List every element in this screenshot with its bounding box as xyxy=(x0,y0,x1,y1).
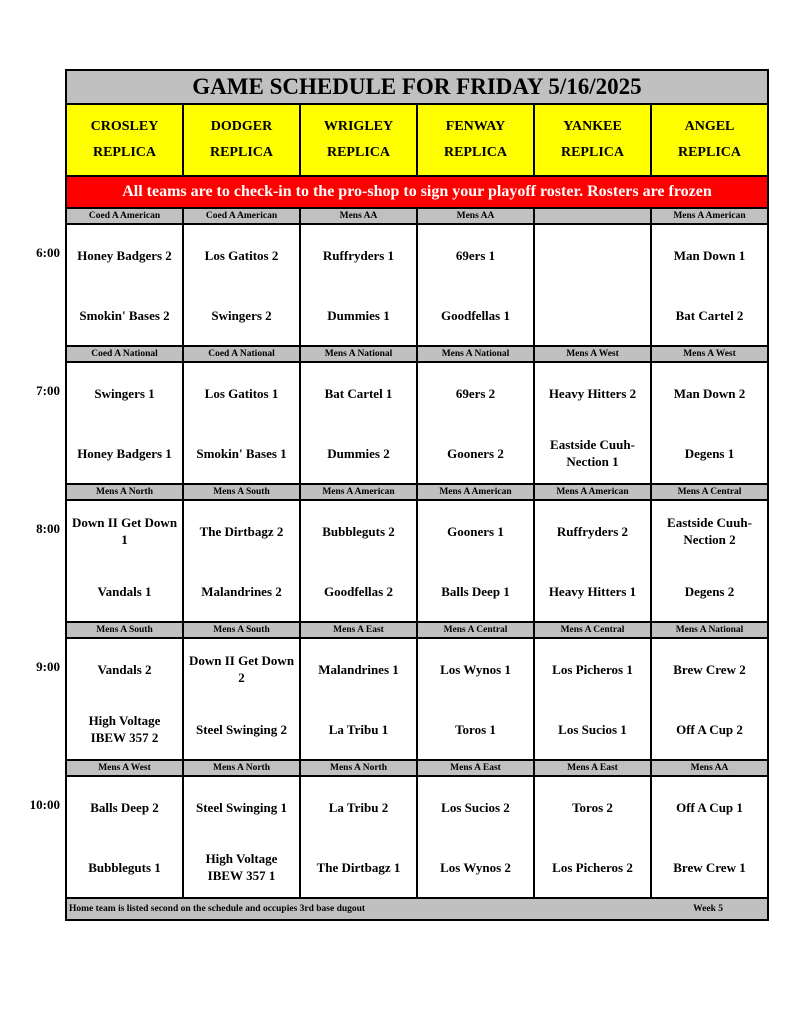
division-label: Mens A South xyxy=(184,485,301,499)
division-label: Mens A National xyxy=(675,625,744,635)
away-team: Off A Cup 1 xyxy=(676,799,743,815)
game-cell xyxy=(535,363,652,483)
division-label: Mens A National xyxy=(418,347,535,361)
game-cell xyxy=(652,777,767,897)
field-header-row xyxy=(67,105,767,177)
division-label: Mens A Central xyxy=(677,487,742,497)
game-cell xyxy=(184,363,301,483)
field-header xyxy=(535,105,652,175)
division-label: Mens A North xyxy=(67,485,184,499)
home-team: Vandals 1 xyxy=(97,583,152,599)
page-title: GAME SCHEDULE FOR FRIDAY 5/16/2025 xyxy=(67,71,767,105)
game-cell xyxy=(301,639,418,759)
game-cell xyxy=(67,777,184,897)
away-team: Heavy Hitters 2 xyxy=(548,385,637,401)
division-row xyxy=(67,209,767,225)
away-team: Man Down 1 xyxy=(673,247,746,263)
game-cell xyxy=(301,777,418,897)
game-cell xyxy=(652,363,767,483)
away-team: Honey Badgers 2 xyxy=(77,247,172,263)
away-team: Bat Cartel 1 xyxy=(324,385,393,401)
field-header xyxy=(67,105,184,175)
division-row xyxy=(67,485,767,501)
game-cell xyxy=(301,501,418,621)
away-team: Down II Get Down 1 xyxy=(71,515,178,547)
division-label: Coed A American xyxy=(184,209,301,223)
away-team: Malandrines 1 xyxy=(318,661,399,677)
game-cell xyxy=(418,639,535,759)
division-label: Mens A East xyxy=(418,761,535,775)
home-team: Eastside Cuuh-Nection 1 xyxy=(550,437,635,469)
division-row xyxy=(67,761,767,777)
home-team: La Tribu 1 xyxy=(328,721,389,737)
home-team: Goodfellas 1 xyxy=(441,307,510,323)
time-label: 10:00 xyxy=(29,797,60,812)
division-label: Mens A Central xyxy=(418,623,535,637)
home-team: Smokin' Bases 2 xyxy=(79,307,170,323)
away-team: Ruffryders 2 xyxy=(556,523,629,539)
away-team: Los Picheros 1 xyxy=(552,661,633,677)
away-team: Los Sucios 2 xyxy=(441,799,510,815)
division-label: Mens A North xyxy=(184,761,301,775)
home-team: High Voltage IBEW 357 1 xyxy=(205,851,278,883)
division-label: Mens A East xyxy=(301,623,418,637)
away-team: Toros 2 xyxy=(572,799,613,815)
home-team: Bubbleguts 1 xyxy=(88,859,161,875)
away-team: Swingers 1 xyxy=(94,385,155,401)
home-team: Degens 1 xyxy=(684,445,735,461)
division-label: Mens A West xyxy=(67,761,184,775)
away-team: Steel Swinging 1 xyxy=(195,799,287,815)
game-cell xyxy=(418,363,535,483)
field-header xyxy=(418,105,535,175)
division-label: Mens AA xyxy=(418,209,535,223)
game-cell xyxy=(535,225,652,345)
game-row xyxy=(67,363,767,485)
field-sub: REPLICA xyxy=(677,145,741,160)
field-name: CROSLEY xyxy=(90,119,159,134)
away-team: Gooners 1 xyxy=(447,523,504,539)
home-team: Smokin' Bases 1 xyxy=(196,445,287,461)
home-team: Swingers 2 xyxy=(211,307,272,323)
game-cell xyxy=(652,501,767,621)
time-label: 6:00 xyxy=(36,245,60,260)
away-team: Bubbleguts 2 xyxy=(322,523,395,539)
home-team: Toros 1 xyxy=(455,721,496,737)
footer-note: Home team is listed second on the schedule and occupies 3rd base dugout xyxy=(69,904,366,914)
game-cell xyxy=(301,363,418,483)
field-name: ANGEL xyxy=(684,119,735,134)
week-label: Week 5 xyxy=(693,904,723,914)
field-header xyxy=(301,105,418,175)
game-cell xyxy=(652,225,767,345)
home-team: Dummies 1 xyxy=(327,307,390,323)
game-cell xyxy=(535,501,652,621)
field-sub: REPLICA xyxy=(326,145,390,160)
away-team: Brew Crew 2 xyxy=(673,661,746,677)
division-label: Mens A East xyxy=(535,761,652,775)
away-team: Balls Deep 2 xyxy=(90,799,159,815)
division-label: Mens AA xyxy=(690,763,729,773)
game-cell xyxy=(184,501,301,621)
home-team: Off A Cup 2 xyxy=(676,721,743,737)
away-team: Vandals 2 xyxy=(97,661,152,677)
home-team: Los Wynos 2 xyxy=(440,859,511,875)
home-team: Heavy Hitters 1 xyxy=(548,583,637,599)
division-label: Mens A American xyxy=(673,211,746,221)
division-label xyxy=(535,209,652,223)
time-label: 9:00 xyxy=(36,659,60,674)
game-cell xyxy=(184,639,301,759)
game-row xyxy=(67,225,767,347)
away-team: Eastside Cuuh-Nection 2 xyxy=(667,515,752,547)
home-team: High Voltage IBEW 357 2 xyxy=(88,713,161,745)
division-label: Mens A West xyxy=(683,349,736,359)
game-row xyxy=(67,777,767,899)
division-label: Mens A American xyxy=(301,485,418,499)
game-cell xyxy=(418,225,535,345)
game-cell xyxy=(535,639,652,759)
home-team: Bat Cartel 2 xyxy=(675,307,744,323)
home-team: Malandrines 2 xyxy=(201,583,282,599)
home-team: Steel Swinging 2 xyxy=(195,721,287,737)
away-team: The Dirtbagz 2 xyxy=(199,523,284,539)
game-cell xyxy=(301,225,418,345)
field-name: FENWAY xyxy=(445,119,506,134)
home-team: Los Sucios 1 xyxy=(558,721,627,737)
division-label: Mens A South xyxy=(184,623,301,637)
field-header xyxy=(184,105,301,175)
division-label: Coed A National xyxy=(184,347,301,361)
division-label: Mens AA xyxy=(301,209,418,223)
away-team: Los Wynos 1 xyxy=(440,661,511,677)
division-label: Mens A Central xyxy=(535,623,652,637)
division-row xyxy=(67,623,767,639)
field-sub: REPLICA xyxy=(209,145,273,160)
home-team: Degens 2 xyxy=(684,583,735,599)
game-cell xyxy=(67,639,184,759)
notice-banner: All teams are to check-in to the pro-shop to sign your playoff roster. Rosters are frozen xyxy=(67,177,767,209)
division-label: Coed A American xyxy=(67,209,184,223)
away-team xyxy=(535,225,650,285)
game-cell xyxy=(418,501,535,621)
home-team: Balls Deep 1 xyxy=(441,583,510,599)
division-label: Mens A South xyxy=(67,623,184,637)
home-team: Goodfellas 2 xyxy=(324,583,393,599)
game-cell xyxy=(535,777,652,897)
away-team: Ruffryders 1 xyxy=(322,247,395,263)
game-cell xyxy=(184,225,301,345)
field-header xyxy=(652,105,767,175)
division-label: Mens A West xyxy=(535,347,652,361)
home-team: Brew Crew 1 xyxy=(673,859,746,875)
away-team: La Tribu 2 xyxy=(328,799,389,815)
home-team: Los Picheros 2 xyxy=(552,859,633,875)
division-label: Mens A North xyxy=(301,761,418,775)
away-team: 69ers 1 xyxy=(455,247,496,263)
away-team: 69ers 2 xyxy=(455,385,496,401)
away-team: Los Gatitos 2 xyxy=(204,247,279,263)
field-name: WRIGLEY xyxy=(323,119,394,134)
footer-bar xyxy=(67,899,767,919)
home-team: Dummies 2 xyxy=(327,445,390,461)
field-name: DODGER xyxy=(210,119,273,134)
division-label: Mens A American xyxy=(418,485,535,499)
home-team xyxy=(535,285,650,345)
division-label: Mens A National xyxy=(301,347,418,361)
game-cell xyxy=(652,639,767,759)
game-row xyxy=(67,639,767,761)
home-team: Honey Badgers 1 xyxy=(77,445,172,461)
away-team: Man Down 2 xyxy=(673,385,746,401)
field-sub: REPLICA xyxy=(443,145,507,160)
schedule-table xyxy=(65,69,769,921)
game-row xyxy=(67,501,767,623)
time-label: 7:00 xyxy=(36,383,60,398)
home-team: Gooners 2 xyxy=(447,445,504,461)
division-row xyxy=(67,347,767,363)
field-sub: REPLICA xyxy=(560,145,624,160)
away-team: Down II Get Down 2 xyxy=(188,653,295,685)
game-cell xyxy=(67,225,184,345)
time-label: 8:00 xyxy=(36,521,60,536)
game-cell xyxy=(67,501,184,621)
game-cell xyxy=(184,777,301,897)
game-cell xyxy=(418,777,535,897)
field-name: YANKEE xyxy=(563,119,622,134)
division-label: Mens A American xyxy=(535,485,652,499)
field-sub: REPLICA xyxy=(92,145,156,160)
home-team: The Dirtbagz 1 xyxy=(316,859,401,875)
division-label: Coed A National xyxy=(67,347,184,361)
away-team: Los Gatitos 1 xyxy=(204,385,279,401)
game-cell xyxy=(67,363,184,483)
